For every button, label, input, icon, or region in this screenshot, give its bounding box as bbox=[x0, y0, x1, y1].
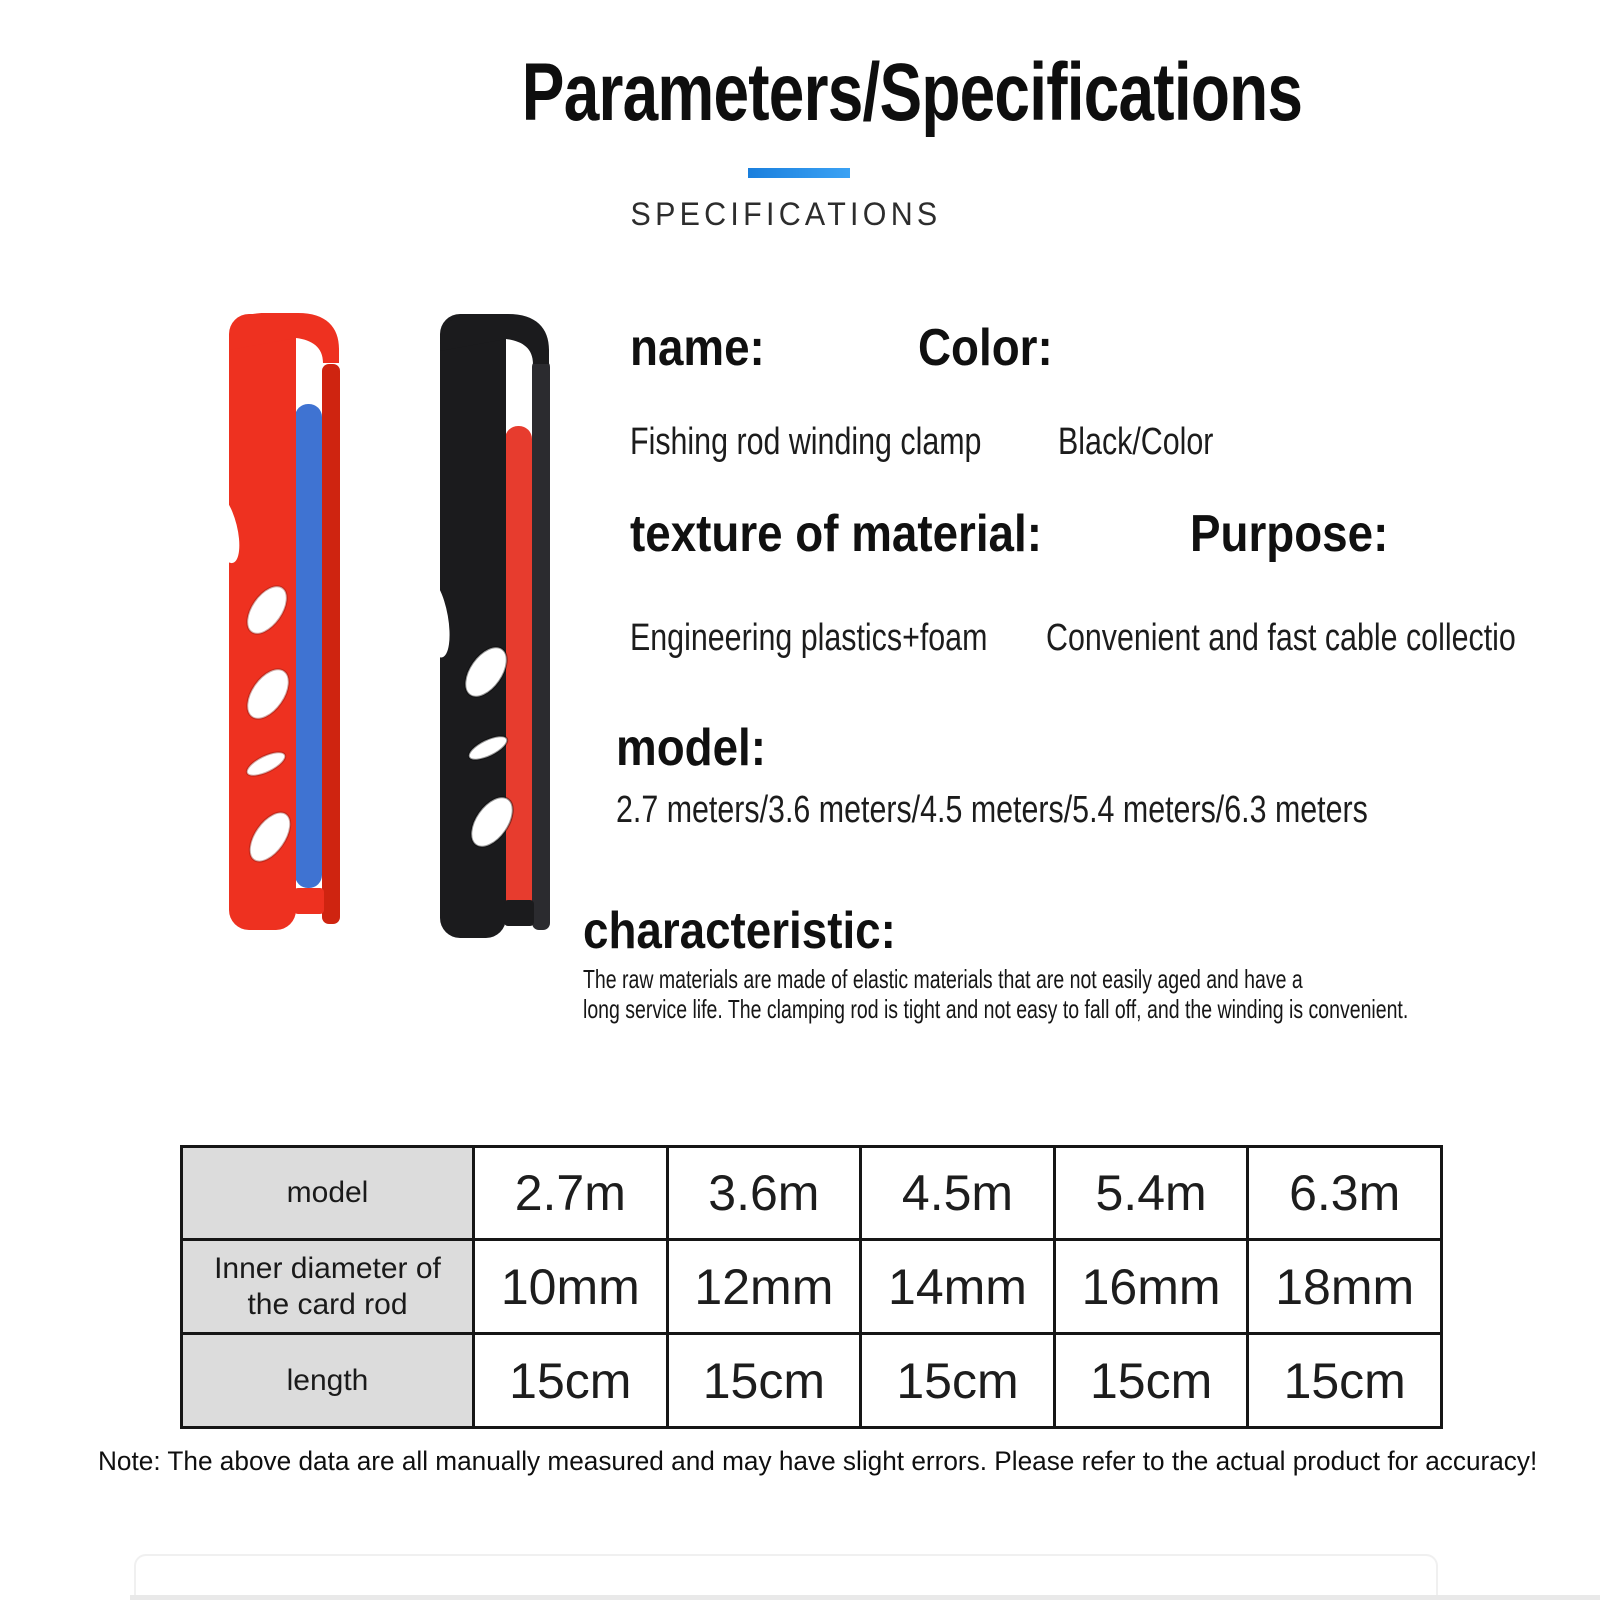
red-clamp bbox=[203, 313, 340, 930]
accent-divider bbox=[748, 168, 850, 178]
black-clamp-rail bbox=[532, 360, 550, 930]
table-row-label: model bbox=[183, 1148, 475, 1241]
table-cell: 12mm bbox=[669, 1241, 863, 1335]
table-cell: 10mm bbox=[475, 1241, 669, 1335]
black-clamp-body bbox=[440, 314, 506, 938]
table-cell: 15cm bbox=[1056, 1335, 1250, 1429]
table-cell: 16mm bbox=[1056, 1241, 1250, 1335]
table-row-label: length bbox=[183, 1335, 475, 1429]
material-label: texture of material: bbox=[630, 505, 1042, 563]
black-clamp bbox=[415, 314, 550, 938]
page-subtitle: SPECIFICATIONS bbox=[630, 196, 942, 232]
black-clamp-foot bbox=[504, 900, 534, 926]
table-cell: 15cm bbox=[669, 1335, 863, 1429]
bottom-divider bbox=[130, 1595, 1600, 1600]
table-cell: 2.7m bbox=[475, 1148, 669, 1241]
name-value: Fishing rod winding clamp bbox=[630, 421, 982, 463]
purpose-label: Purpose: bbox=[1190, 505, 1389, 563]
name-label: name: bbox=[630, 319, 765, 377]
red-clamp-rail bbox=[322, 364, 340, 924]
table-cell: 15cm bbox=[1249, 1335, 1443, 1429]
table-cell: 3.6m bbox=[669, 1148, 863, 1241]
color-label: Color: bbox=[918, 319, 1053, 377]
next-section-card-edge bbox=[134, 1554, 1438, 1600]
characteristic-label: characteristic: bbox=[583, 902, 896, 960]
characteristic-line1: The raw materials are made of elastic materials that are not easily aged and have a bbox=[583, 964, 1303, 994]
red-clamp-foot bbox=[294, 888, 324, 914]
table-cell: 5.4m bbox=[1056, 1148, 1250, 1241]
characteristic-text bbox=[583, 964, 1408, 1024]
table-cell: 4.5m bbox=[862, 1148, 1056, 1241]
table-row-label: Inner diameter of the card rod bbox=[183, 1241, 475, 1335]
model-label: model: bbox=[616, 719, 766, 777]
note-text: Note: The above data are all manually measured and may have slight errors. Please refer to the actual product for accuracy! bbox=[98, 1446, 1538, 1476]
material-value: Engineering plastics+foam bbox=[630, 617, 988, 659]
purpose-value: Convenient and fast cable collectio bbox=[1046, 617, 1516, 659]
color-value: Black/Color bbox=[1058, 421, 1214, 463]
table-cell: 6.3m bbox=[1249, 1148, 1443, 1241]
product-image bbox=[200, 300, 580, 960]
table-cell: 15cm bbox=[862, 1335, 1056, 1429]
table-cell: 14mm bbox=[862, 1241, 1056, 1335]
table-cell: 15cm bbox=[475, 1335, 669, 1429]
black-clamp-foam-strip bbox=[505, 426, 532, 916]
table-cell: 18mm bbox=[1249, 1241, 1443, 1335]
red-clamp-foam-strip bbox=[295, 404, 322, 888]
page-title: Parameters/Specifications bbox=[521, 47, 1303, 138]
model-value: 2.7 meters/3.6 meters/4.5 meters/5.4 meters/6.3 meters bbox=[616, 789, 1368, 831]
characteristic-line2: long service life. The clamping rod is tight and not easy to fall off, and the winding is convenient. bbox=[583, 994, 1409, 1024]
size-table bbox=[180, 1145, 1443, 1429]
